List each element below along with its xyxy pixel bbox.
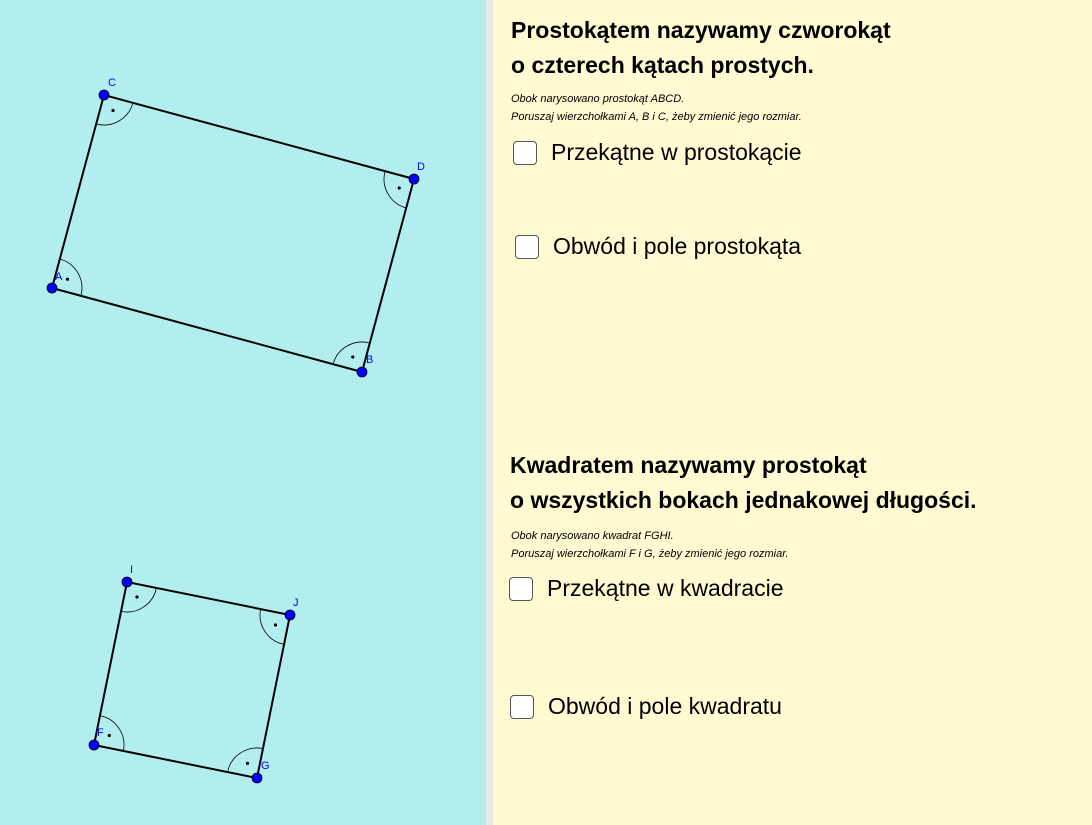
text-panel: [493, 0, 1092, 825]
right-angle-dot-g: [246, 762, 249, 765]
rectangle-note-1: Obok narysowano prostokąt ABCD.: [511, 93, 685, 105]
vertex-label-a: A: [55, 271, 63, 283]
checkbox-square-perimeter-area-label[interactable]: Obwód i pole kwadratu: [548, 693, 782, 719]
vertex-label-d: D: [417, 161, 425, 173]
rectangle-definition-line-2: o czterech kątach prostych.: [511, 52, 814, 78]
rectangle-note-2: Poruszaj wierzchołkami A, B i C, żeby zmienić jego rozmiar.: [511, 111, 802, 123]
square-note-1: Obok narysowano kwadrat FGHI.: [511, 530, 674, 542]
checkbox-square-diagonals-label[interactable]: Przekątne w kwadracie: [547, 575, 784, 601]
right-angle-dot-c: [111, 109, 114, 112]
vertex-a[interactable]: [47, 283, 57, 293]
right-angle-dot-d: [398, 186, 401, 189]
checkbox-rectangle-perimeter-area-box[interactable]: [515, 235, 539, 259]
right-angle-dot-i: [135, 595, 138, 598]
vertex-label-i: I: [130, 564, 134, 576]
angle-arc-i: [121, 588, 156, 612]
angle-arc-j: [260, 609, 284, 644]
checkbox-square-diagonals[interactable]: [509, 575, 784, 602]
checkbox-square-perimeter-area-box[interactable]: [510, 695, 534, 719]
square-definition-line-2: o wszystkich bokach jednakowej długości.: [510, 487, 977, 513]
vertex-d[interactable]: [409, 174, 419, 184]
checkbox-rectangle-diagonals-label[interactable]: Przekątne w prostokącie: [551, 139, 802, 165]
vertex-label-c: C: [108, 77, 116, 89]
vertex-f[interactable]: [89, 740, 99, 750]
angle-arc-g: [228, 748, 263, 772]
vertex-b[interactable]: [357, 367, 367, 377]
square-definition-line-1: Kwadratem nazywamy prostokąt: [510, 452, 867, 478]
rectangle-abcd-sides: [52, 95, 414, 372]
geometry-drawing[interactable]: [0, 0, 486, 825]
square-note-2: Poruszaj wierzchołkami F i G, żeby zmienić jego rozmiar.: [511, 548, 789, 560]
vertex-label-g: G: [261, 760, 270, 772]
vertex-label-j: J: [293, 597, 299, 609]
vertex-c[interactable]: [99, 90, 109, 100]
checkbox-rectangle-diagonals[interactable]: [513, 139, 802, 166]
panel-divider[interactable]: [486, 0, 493, 825]
vertex-j: [285, 610, 295, 620]
vertex-label-f: F: [97, 727, 104, 739]
checkbox-square-diagonals-box[interactable]: [509, 577, 533, 601]
graphics-view[interactable]: [0, 0, 486, 825]
right-angle-dot-b: [351, 355, 354, 358]
checkbox-square-perimeter-area[interactable]: [510, 693, 782, 720]
vertex-i: [122, 577, 132, 587]
rectangle-definition-line-1: Prostokątem nazywamy czworokąt: [511, 17, 891, 43]
checkbox-rectangle-perimeter-area-label[interactable]: Obwód i pole prostokąta: [553, 233, 802, 259]
checkbox-rectangle-perimeter-area[interactable]: [515, 233, 801, 260]
square-fghi: [89, 564, 299, 783]
vertex-label-b: B: [366, 354, 374, 366]
right-angle-dot-a: [66, 278, 69, 281]
rectangle-abcd: [47, 77, 425, 377]
right-angle-dot-f: [108, 734, 111, 737]
checkbox-rectangle-diagonals-box[interactable]: [513, 141, 537, 165]
vertex-g[interactable]: [252, 773, 262, 783]
right-angle-dot-j: [274, 623, 277, 626]
